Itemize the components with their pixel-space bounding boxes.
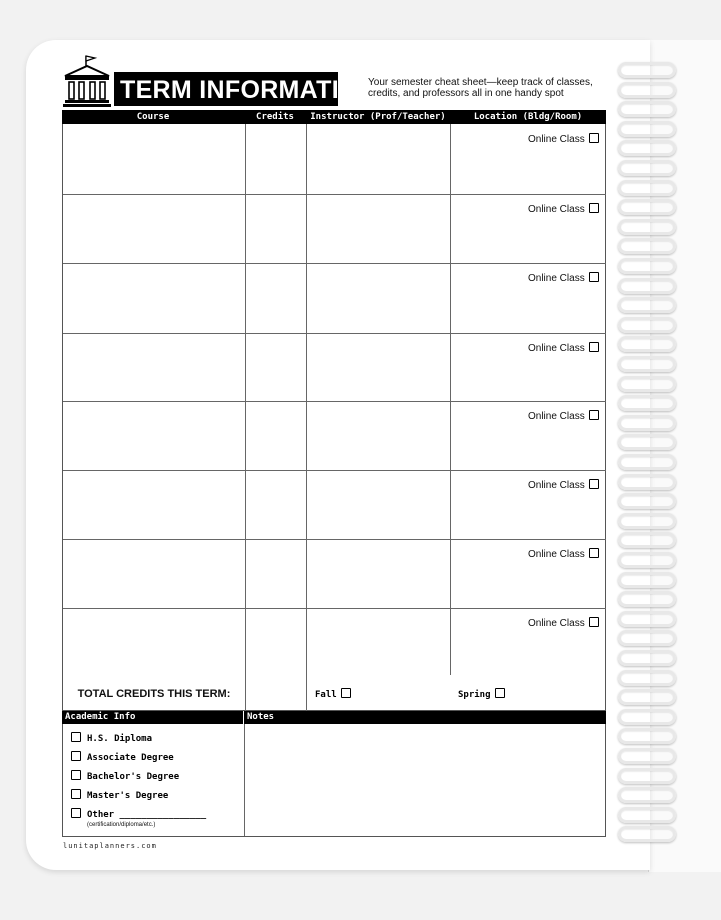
row-divider bbox=[63, 608, 606, 609]
spiral-ring bbox=[618, 395, 676, 411]
degree-option-other[interactable] bbox=[71, 808, 206, 821]
courthouse-icon bbox=[62, 54, 112, 108]
online-class-checkbox[interactable] bbox=[589, 479, 599, 489]
spiral-ring bbox=[618, 160, 676, 176]
spiral-ring bbox=[618, 317, 676, 333]
degree-option-master[interactable] bbox=[71, 789, 168, 802]
spiral-ring bbox=[618, 670, 676, 686]
spiral-ring bbox=[618, 356, 676, 372]
column-divider bbox=[244, 724, 245, 836]
online-class-label: Online Class bbox=[528, 134, 585, 145]
spiral-ring bbox=[618, 650, 676, 666]
spiral-ring bbox=[618, 532, 676, 548]
online-class-label: Online Class bbox=[528, 618, 585, 629]
degree-option-associate[interactable] bbox=[71, 751, 174, 764]
spiral-ring bbox=[618, 415, 676, 431]
spiral-ring bbox=[618, 513, 676, 529]
row-divider bbox=[63, 539, 606, 540]
spiral-ring bbox=[618, 121, 676, 137]
fall-checkbox[interactable] bbox=[341, 688, 351, 698]
online-class-checkbox[interactable] bbox=[589, 272, 599, 282]
online-class-option[interactable] bbox=[528, 133, 599, 146]
column-divider bbox=[245, 124, 246, 675]
online-class-checkbox[interactable] bbox=[589, 617, 599, 627]
hs-diploma-checkbox[interactable] bbox=[71, 732, 81, 742]
spiral-ring bbox=[618, 611, 676, 627]
online-class-option[interactable] bbox=[528, 203, 599, 216]
online-class-option[interactable] bbox=[528, 479, 599, 492]
spiral-ring bbox=[618, 689, 676, 705]
academic-info-heading: Academic Info bbox=[62, 711, 243, 724]
total-credits-label: TOTAL CREDITS THIS TERM: bbox=[77, 688, 231, 700]
other-note: (certification/diploma/etc.) bbox=[87, 822, 156, 828]
spiral-ring bbox=[618, 62, 676, 78]
degree-label: Associate Degree bbox=[87, 753, 174, 763]
spiral-ring bbox=[618, 434, 676, 450]
spiral-ring bbox=[618, 709, 676, 725]
spiral-ring bbox=[618, 807, 676, 823]
website-footer: lunitaplanners.com bbox=[63, 842, 157, 850]
spiral-ring bbox=[618, 768, 676, 784]
spiral-binding bbox=[618, 62, 678, 852]
row-divider bbox=[63, 333, 606, 334]
online-class-label: Online Class bbox=[528, 273, 585, 284]
column-divider bbox=[450, 124, 451, 675]
notes-heading: Notes bbox=[244, 711, 606, 724]
online-class-checkbox[interactable] bbox=[589, 548, 599, 558]
online-class-option[interactable] bbox=[528, 617, 599, 630]
row-divider bbox=[63, 401, 606, 402]
spiral-ring bbox=[618, 278, 676, 294]
degree-option-hs-diploma[interactable] bbox=[71, 732, 152, 745]
column-divider bbox=[245, 675, 246, 711]
instructor-column-header: Instructor (Prof/Teacher) bbox=[310, 112, 446, 122]
course-table bbox=[62, 124, 606, 675]
total-credits-row bbox=[62, 675, 606, 711]
spiral-ring bbox=[618, 101, 676, 117]
degree-option-bachelor[interactable] bbox=[71, 770, 179, 783]
online-class-checkbox[interactable] bbox=[589, 133, 599, 143]
spiral-ring bbox=[618, 140, 676, 156]
spiral-ring bbox=[618, 493, 676, 509]
spiral-ring bbox=[618, 826, 676, 842]
online-class-option[interactable] bbox=[528, 410, 599, 423]
online-class-label: Online Class bbox=[528, 343, 585, 354]
spiral-ring bbox=[618, 238, 676, 254]
spring-label: Spring bbox=[458, 690, 491, 700]
spiral-ring bbox=[618, 454, 676, 470]
online-class-checkbox[interactable] bbox=[589, 410, 599, 420]
degree-label: Master's Degree bbox=[87, 791, 169, 801]
column-divider bbox=[306, 675, 307, 711]
bachelor-checkbox[interactable] bbox=[71, 770, 81, 780]
master-checkbox[interactable] bbox=[71, 789, 81, 799]
spiral-ring bbox=[618, 572, 676, 588]
spiral-ring bbox=[618, 82, 676, 98]
spring-option[interactable] bbox=[458, 688, 505, 701]
spiral-ring bbox=[618, 180, 676, 196]
page-title: TERM INFORMATION bbox=[114, 72, 338, 106]
online-class-label: Online Class bbox=[528, 204, 585, 215]
degree-label: H.S. Diploma bbox=[87, 734, 153, 744]
fall-label: Fall bbox=[315, 690, 337, 700]
online-class-label: Online Class bbox=[528, 549, 585, 560]
spiral-ring bbox=[618, 630, 676, 646]
course-column-header: Course bbox=[136, 112, 170, 122]
page-subtitle: Your semester cheat sheet—keep track of classes, credits, and professors all in one handy spot bbox=[368, 77, 593, 99]
spiral-ring bbox=[618, 297, 676, 313]
online-class-option[interactable] bbox=[528, 548, 599, 561]
credits-column-header: Credits bbox=[256, 112, 294, 122]
table-header bbox=[62, 110, 606, 124]
online-class-label: Online Class bbox=[528, 411, 585, 422]
online-class-option[interactable] bbox=[528, 342, 599, 355]
spiral-ring bbox=[618, 728, 676, 744]
spiral-ring bbox=[618, 199, 676, 215]
spring-checkbox[interactable] bbox=[495, 688, 505, 698]
spiral-ring bbox=[618, 336, 676, 352]
other-label: Other ________________ bbox=[87, 810, 207, 820]
online-class-label: Online Class bbox=[528, 480, 585, 491]
spiral-ring bbox=[618, 591, 676, 607]
associate-checkbox[interactable] bbox=[71, 751, 81, 761]
spiral-ring bbox=[618, 219, 676, 235]
spiral-ring bbox=[618, 258, 676, 274]
location-column-header: Location (Bldg/Room) bbox=[473, 112, 583, 122]
spiral-ring bbox=[618, 748, 676, 764]
degree-label: Bachelor's Degree bbox=[87, 772, 180, 782]
spiral-ring bbox=[618, 376, 676, 392]
row-divider bbox=[63, 470, 606, 471]
spiral-ring bbox=[618, 552, 676, 568]
online-class-checkbox[interactable] bbox=[589, 342, 599, 352]
online-class-checkbox[interactable] bbox=[589, 203, 599, 213]
online-class-option[interactable] bbox=[528, 272, 599, 285]
row-divider bbox=[63, 263, 606, 264]
spiral-ring bbox=[618, 474, 676, 490]
academic-notes-section bbox=[62, 724, 606, 837]
row-divider bbox=[63, 194, 606, 195]
column-divider bbox=[306, 124, 307, 675]
other-checkbox[interactable] bbox=[71, 808, 81, 818]
fall-option[interactable] bbox=[315, 688, 351, 701]
spiral-ring bbox=[618, 787, 676, 803]
